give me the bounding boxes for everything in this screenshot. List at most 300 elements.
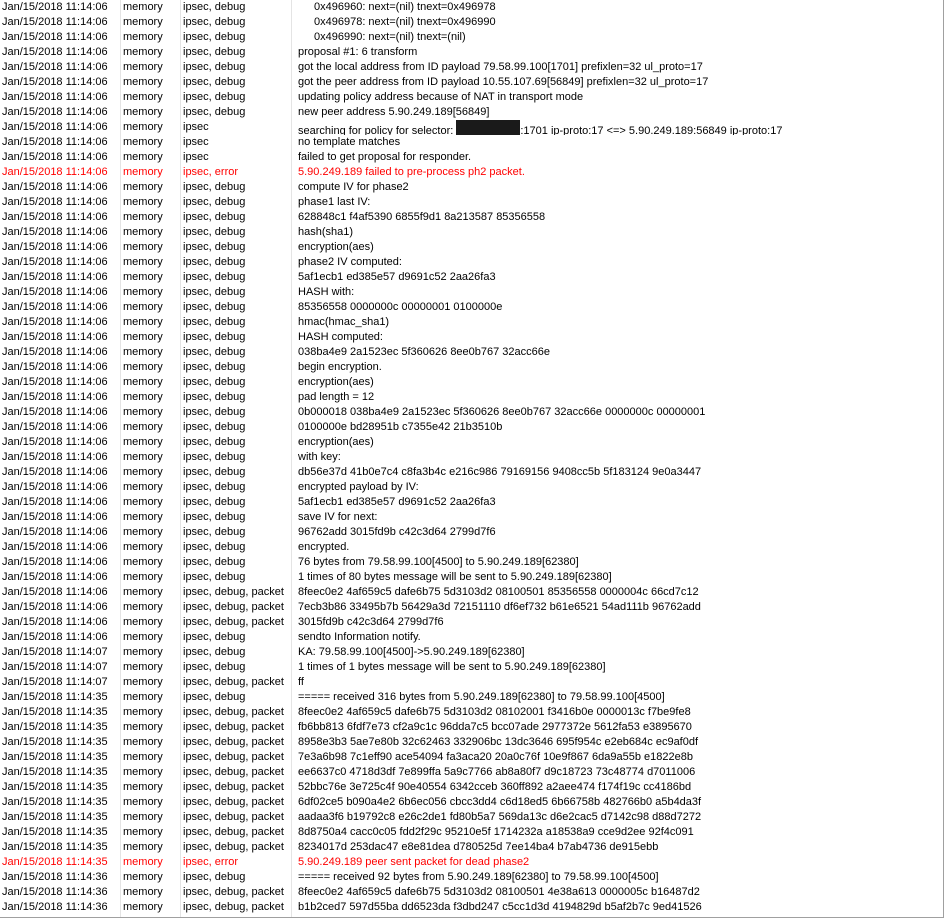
- log-topics: ipsec, error: [183, 856, 239, 868]
- log-topics: ipsec: [183, 121, 209, 133]
- log-row[interactable]: [0, 675, 943, 690]
- log-topics: ipsec, debug: [183, 451, 246, 463]
- log-buffer: memory: [123, 121, 163, 133]
- log-message: 0100000e bd28951b c7355e42 21b3510b: [298, 421, 503, 433]
- log-topics: ipsec, debug, packet: [183, 721, 284, 733]
- log-row[interactable]: [0, 630, 943, 645]
- log-time: Jan/15/2018 11:14:35: [2, 796, 108, 808]
- log-buffer: memory: [123, 811, 163, 823]
- log-message: b1b2ced7 597d55ba dd6523da f3dbd247 c5cc1d3d 4194829d b5af2b7c 9ed41526: [298, 901, 702, 913]
- log-row[interactable]: [0, 435, 943, 450]
- log-buffer: memory: [123, 541, 163, 553]
- log-time: Jan/15/2018 11:14:06: [2, 136, 108, 148]
- log-message: 8feec0e2 4af659c5 dafe6b75 5d3103d2 08102001 f3416b0e 0000013c f7be9fe8: [298, 706, 691, 718]
- log-buffer: memory: [123, 136, 163, 148]
- log-row[interactable]: [0, 255, 943, 270]
- log-buffer: memory: [123, 781, 163, 793]
- log-buffer: memory: [123, 76, 163, 88]
- log-topics: ipsec, debug, packet: [183, 616, 284, 628]
- log-topics: ipsec, debug: [183, 496, 246, 508]
- log-topics: ipsec, debug: [183, 421, 246, 433]
- log-topics: ipsec, debug, packet: [183, 781, 284, 793]
- log-buffer: memory: [123, 181, 163, 193]
- log-message: 96762add 3015fd9b c42c3d64 2799d7f6: [298, 526, 496, 538]
- log-row[interactable]: [0, 390, 943, 405]
- log-topics: ipsec, debug, packet: [183, 796, 284, 808]
- log-topics: ipsec, debug: [183, 691, 246, 703]
- log-message: 8234017d 253dac47 e8e81dea d780525d 7ee14ba4 b7ab4736 de915ebb: [298, 841, 659, 853]
- log-topics: ipsec, debug: [183, 541, 246, 553]
- log-row[interactable]: [0, 195, 943, 210]
- log-row[interactable]: [0, 90, 943, 105]
- log-message: 5.90.249.189 peer sent packet for dead phase2: [298, 856, 530, 868]
- log-row[interactable]: [0, 765, 943, 780]
- log-time: Jan/15/2018 11:14:06: [2, 586, 108, 598]
- log-buffer: memory: [123, 661, 163, 673]
- log-message: 85356558 0000000c 00000001 0100000e: [298, 301, 503, 313]
- log-row[interactable]: [0, 810, 943, 825]
- log-row[interactable]: [0, 345, 943, 360]
- log-buffer: memory: [123, 886, 163, 898]
- log-message: encryption(aes): [298, 241, 374, 253]
- log-time: Jan/15/2018 11:14:06: [2, 61, 108, 73]
- log-time: Jan/15/2018 11:14:06: [2, 601, 108, 613]
- log-topics: ipsec, debug: [183, 316, 246, 328]
- log-buffer: memory: [123, 736, 163, 748]
- log-row[interactable]: [0, 495, 943, 510]
- log-row[interactable]: [0, 885, 943, 900]
- log-row[interactable]: [0, 480, 943, 495]
- log-row[interactable]: [0, 375, 943, 390]
- log-buffer: memory: [123, 211, 163, 223]
- log-message: 8feec0e2 4af659c5 dafe6b75 5d3103d2 08100501 85356558 0000004c 66cd7c12: [298, 586, 699, 598]
- log-topics: ipsec, debug: [183, 301, 246, 313]
- log-row-error[interactable]: [0, 165, 943, 180]
- log-row[interactable]: [0, 300, 943, 315]
- log-message: 3015fd9b c42c3d64 2799d7f6: [298, 616, 444, 628]
- log-row[interactable]: [0, 420, 943, 435]
- log-row[interactable]: [0, 15, 943, 30]
- log-time: Jan/15/2018 11:14:06: [2, 496, 108, 508]
- log-buffer: memory: [123, 391, 163, 403]
- log-message: hash(sha1): [298, 226, 354, 238]
- log-time: Jan/15/2018 11:14:35: [2, 721, 108, 733]
- log-topics: ipsec, debug: [183, 526, 246, 538]
- log-topics: ipsec, debug: [183, 46, 246, 58]
- log-row[interactable]: [0, 150, 943, 165]
- log-time: Jan/15/2018 11:14:06: [2, 406, 108, 418]
- log-row[interactable]: [0, 240, 943, 255]
- log-message: HASH computed:: [298, 331, 383, 343]
- log-topics: ipsec, debug: [183, 226, 246, 238]
- log-buffer: memory: [123, 421, 163, 433]
- log-row[interactable]: [0, 645, 943, 660]
- log-row[interactable]: [0, 660, 943, 675]
- log-topics: ipsec, debug: [183, 481, 246, 493]
- log-buffer: memory: [123, 1, 163, 13]
- log-time: Jan/15/2018 11:14:07: [2, 646, 108, 658]
- log-message: 8feec0e2 4af659c5 dafe6b75 5d3103d2 08100501 4e38a613 0000005c b16487d2: [298, 886, 700, 898]
- log-row[interactable]: [0, 225, 943, 240]
- log-buffer: memory: [123, 871, 163, 883]
- log-message: encryption(aes): [298, 436, 374, 448]
- log-buffer: memory: [123, 481, 163, 493]
- log-buffer: memory: [123, 61, 163, 73]
- log-topics: ipsec, debug, packet: [183, 601, 284, 613]
- log-time: Jan/15/2018 11:14:06: [2, 436, 108, 448]
- log-topics: ipsec, debug, packet: [183, 706, 284, 718]
- log-time: Jan/15/2018 11:14:35: [2, 781, 108, 793]
- log-buffer: memory: [123, 676, 163, 688]
- log-row[interactable]: [0, 735, 943, 750]
- log-buffer: memory: [123, 376, 163, 388]
- log-topics: ipsec, debug: [183, 376, 246, 388]
- log-buffer: memory: [123, 571, 163, 583]
- log-buffer: memory: [123, 91, 163, 103]
- log-topics: ipsec, debug: [183, 556, 246, 568]
- log-buffer: memory: [123, 151, 163, 163]
- log-message: 038ba4e9 2a1523ec 5f360626 8ee0b767 32acc66e: [298, 346, 551, 358]
- log-topics: ipsec, debug: [183, 511, 246, 523]
- log-row[interactable]: [0, 360, 943, 375]
- log-message: 76 bytes from 79.58.99.100[4500] to 5.90.249.189[62380]: [298, 556, 579, 568]
- log-buffer: memory: [123, 256, 163, 268]
- log-buffer: memory: [123, 496, 163, 508]
- log-row[interactable]: [0, 30, 943, 45]
- log-row[interactable]: [0, 540, 943, 555]
- log-topics: ipsec, debug: [183, 61, 246, 73]
- log-message: [298, 120, 938, 135]
- log-row[interactable]: [0, 600, 943, 615]
- log-topics: ipsec, debug: [183, 331, 246, 343]
- log-topics: ipsec, debug, packet: [183, 826, 284, 838]
- log-buffer: memory: [123, 826, 163, 838]
- log-time: Jan/15/2018 11:14:36: [2, 886, 108, 898]
- log-row[interactable]: [0, 450, 943, 465]
- log-topics: ipsec, debug: [183, 1, 246, 13]
- log-row[interactable]: [0, 120, 943, 135]
- log-time: Jan/15/2018 11:14:06: [2, 526, 108, 538]
- log-buffer: memory: [123, 646, 163, 658]
- log-buffer: memory: [123, 46, 163, 58]
- log-row[interactable]: [0, 825, 943, 840]
- log-topics: ipsec: [183, 151, 209, 163]
- log-buffer: memory: [123, 286, 163, 298]
- log-message: sendto Information notify.: [298, 631, 421, 643]
- log-message: 1 times of 80 bytes message will be sent to 5.90.249.189[62380]: [298, 571, 612, 583]
- log-row[interactable]: [0, 330, 943, 345]
- log-time: Jan/15/2018 11:14:06: [2, 391, 108, 403]
- log-time: Jan/15/2018 11:14:06: [2, 271, 108, 283]
- log-message: 52bbc76e 3e725c4f 90e40554 6342cceb 360ff892 a2aee474 f174f19c cc4186bd: [298, 781, 692, 793]
- log-message: with key:: [298, 451, 341, 463]
- log-buffer: memory: [123, 526, 163, 538]
- log-buffer: memory: [123, 451, 163, 463]
- log-time: Jan/15/2018 11:14:36: [2, 901, 108, 913]
- log-message: 628848c1 f4af5390 6855f9d1 8a213587 85356558: [298, 211, 546, 223]
- log-buffer: memory: [123, 166, 163, 178]
- log-topics: ipsec, error: [183, 166, 239, 178]
- log-time: Jan/15/2018 11:14:06: [2, 76, 108, 88]
- log-row[interactable]: [0, 750, 943, 765]
- log-time: Jan/15/2018 11:14:06: [2, 541, 108, 553]
- log-topics: ipsec, debug, packet: [183, 766, 284, 778]
- log-message: pad length = 12: [298, 391, 375, 403]
- log-row[interactable]: [0, 780, 943, 795]
- log-message-text: searching for policy for selector:: [298, 125, 457, 135]
- log-topics: ipsec, debug: [183, 466, 246, 478]
- log-message: 6df02ce5 b090a4e2 6b6ec056 cbcc3dd4 c6d18ed5 6b66758b 482766b0 a5b4da3f: [298, 796, 702, 808]
- log-buffer: memory: [123, 706, 163, 718]
- log-topics: ipsec, debug: [183, 76, 246, 88]
- log-buffer: memory: [123, 721, 163, 733]
- log-message: phase2 IV computed:: [298, 256, 402, 268]
- log-row[interactable]: [0, 180, 943, 195]
- log-time: Jan/15/2018 11:14:06: [2, 166, 108, 178]
- log-topics: ipsec, debug: [183, 346, 246, 358]
- log-buffer: memory: [123, 901, 163, 913]
- log-buffer: memory: [123, 271, 163, 283]
- log-buffer: memory: [123, 616, 163, 628]
- log-topics: ipsec, debug: [183, 646, 246, 658]
- log-time: Jan/15/2018 11:14:06: [2, 466, 108, 478]
- log-topics: ipsec: [183, 136, 209, 148]
- log-row[interactable]: [0, 870, 943, 885]
- log-time: Jan/15/2018 11:14:35: [2, 736, 108, 748]
- log-buffer: memory: [123, 241, 163, 253]
- log-time: Jan/15/2018 11:14:35: [2, 826, 108, 838]
- log-message: begin encryption.: [298, 361, 382, 373]
- log-topics: ipsec, debug: [183, 871, 246, 883]
- log-topics: ipsec, debug: [183, 631, 246, 643]
- log-time: Jan/15/2018 11:14:06: [2, 301, 108, 313]
- log-message: 1 times of 1 bytes message will be sent to 5.90.249.189[62380]: [298, 661, 606, 673]
- log-message: 7e3a6b98 7c1eff90 ace54094 fa3aca20 20a0c76f 10e9f867 6da9a55b e1822e8b: [298, 751, 693, 763]
- log-row[interactable]: [0, 840, 943, 855]
- log-buffer: memory: [123, 226, 163, 238]
- log-buffer: memory: [123, 406, 163, 418]
- log-time: Jan/15/2018 11:14:06: [2, 571, 108, 583]
- log-topics: ipsec, debug: [183, 391, 246, 403]
- log-buffer: memory: [123, 436, 163, 448]
- log-time: Jan/15/2018 11:14:06: [2, 196, 108, 208]
- log-message: proposal #1: 6 transform: [298, 46, 418, 58]
- log-buffer: memory: [123, 466, 163, 478]
- log-topics: ipsec, debug: [183, 16, 246, 28]
- log-time: Jan/15/2018 11:14:06: [2, 121, 108, 133]
- log-topics: ipsec, debug, packet: [183, 886, 284, 898]
- log-buffer: memory: [123, 106, 163, 118]
- log-buffer: memory: [123, 301, 163, 313]
- log-row[interactable]: [0, 585, 943, 600]
- log-time: Jan/15/2018 11:14:06: [2, 16, 108, 28]
- log-topics: ipsec, debug: [183, 181, 246, 193]
- log-message: 0b000018 038ba4e9 2a1523ec 5f360626 8ee0b767 32acc66e 0000000c 00000001: [298, 406, 706, 418]
- log-time: Jan/15/2018 11:14:06: [2, 316, 108, 328]
- log-buffer: memory: [123, 361, 163, 373]
- log-buffer: memory: [123, 601, 163, 613]
- log-message-text: :1701 ip-proto:17 <=> 5.90.249.189:56849 ip-proto:17: [520, 125, 783, 135]
- log-message: 7ecb3b86 33495b7b 56429a3d 72151110 df6ef732 b61e6521 54ad111b 96762add: [298, 601, 701, 613]
- log-message: ff: [298, 676, 304, 688]
- log-message: aadaa3f6 b19792c8 e26c2de1 fd80b5a7 569da13c d6e2cac5 d7142c98 d88d7272: [298, 811, 702, 823]
- log-buffer: memory: [123, 796, 163, 808]
- log-time: Jan/15/2018 11:14:06: [2, 241, 108, 253]
- log-topics: ipsec, debug: [183, 196, 246, 208]
- log-row[interactable]: [0, 615, 943, 630]
- log-time: Jan/15/2018 11:14:06: [2, 106, 108, 118]
- log-time: Jan/15/2018 11:14:06: [2, 361, 108, 373]
- log-time: Jan/15/2018 11:14:35: [2, 766, 108, 778]
- log-message: 0x496990: next=(nil) tnext=(nil): [314, 31, 466, 43]
- log-row[interactable]: [0, 705, 943, 720]
- log-time: Jan/15/2018 11:14:06: [2, 376, 108, 388]
- log-time: Jan/15/2018 11:14:06: [2, 346, 108, 358]
- log-row[interactable]: [0, 690, 943, 705]
- log-topics: ipsec, debug: [183, 241, 246, 253]
- log-message: ===== received 316 bytes from 5.90.249.189[62380] to 79.58.99.100[4500]: [298, 691, 665, 703]
- log-message: 5af1ecb1 ed385e57 d9691c52 2aa26fa3: [298, 496, 496, 508]
- log-time: Jan/15/2018 11:14:06: [2, 451, 108, 463]
- log-row[interactable]: [0, 720, 943, 735]
- log-message: db56e37d 41b0e7c4 c8fa3b4c e216c986 79169156 9408cc5b 5f183124 9e0a3447: [298, 466, 702, 478]
- log-row[interactable]: [0, 270, 943, 285]
- log-message: 0x496960: next=(nil) tnext=0x496978: [314, 1, 496, 13]
- log-topics: ipsec, debug: [183, 661, 246, 673]
- log-row[interactable]: [0, 900, 943, 915]
- log-time: Jan/15/2018 11:14:06: [2, 331, 108, 343]
- log-time: Jan/15/2018 11:14:06: [2, 91, 108, 103]
- log-message: HASH with:: [298, 286, 355, 298]
- log-message: 5af1ecb1 ed385e57 d9691c52 2aa26fa3: [298, 271, 496, 283]
- log-buffer: memory: [123, 196, 163, 208]
- log-message: 5.90.249.189 failed to pre-process ph2 packet.: [298, 166, 525, 178]
- log-row[interactable]: [0, 135, 943, 150]
- log-topics: ipsec, debug: [183, 271, 246, 283]
- redaction-box: [456, 120, 520, 135]
- log-time: Jan/15/2018 11:14:06: [2, 256, 108, 268]
- log-time: Jan/15/2018 11:14:06: [2, 556, 108, 568]
- log-message: compute IV for phase2: [298, 181, 409, 193]
- log-buffer: memory: [123, 511, 163, 523]
- log-row[interactable]: [0, 510, 943, 525]
- log-time: Jan/15/2018 11:14:06: [2, 226, 108, 238]
- log-topics: ipsec, debug: [183, 361, 246, 373]
- log-topics: ipsec, debug, packet: [183, 841, 284, 853]
- log-buffer: memory: [123, 556, 163, 568]
- log-buffer: memory: [123, 766, 163, 778]
- log-message: encrypted.: [298, 541, 350, 553]
- log-row[interactable]: [0, 45, 943, 60]
- log-row[interactable]: [0, 105, 943, 120]
- log-time: Jan/15/2018 11:14:07: [2, 676, 108, 688]
- log-topics: ipsec, debug: [183, 256, 246, 268]
- log-topics: ipsec, debug, packet: [183, 736, 284, 748]
- log-time: Jan/15/2018 11:14:35: [2, 811, 108, 823]
- log-message: failed to get proposal for responder.: [298, 151, 472, 163]
- log-row[interactable]: [0, 795, 943, 810]
- log-topics: ipsec, debug, packet: [183, 901, 284, 913]
- log-topics: ipsec, debug, packet: [183, 811, 284, 823]
- log-time: Jan/15/2018 11:14:06: [2, 211, 108, 223]
- log-message: got the local address from ID payload 79.58.99.100[1701] prefixlen=32 ul_proto=17: [298, 61, 703, 73]
- log-row[interactable]: [0, 315, 943, 330]
- log-row[interactable]: [0, 465, 943, 480]
- log-time: Jan/15/2018 11:14:06: [2, 481, 108, 493]
- log-message: no template matches: [298, 136, 401, 148]
- log-message: hmac(hmac_sha1): [298, 316, 390, 328]
- log-buffer: memory: [123, 16, 163, 28]
- log-time: Jan/15/2018 11:14:35: [2, 841, 108, 853]
- log-row[interactable]: [0, 405, 943, 420]
- log-message: save IV for next:: [298, 511, 378, 523]
- log-time: Jan/15/2018 11:14:06: [2, 616, 108, 628]
- log-buffer: memory: [123, 691, 163, 703]
- log-topics: ipsec, debug: [183, 211, 246, 223]
- log-message: new peer address 5.90.249.189[56849]: [298, 106, 490, 118]
- log-row[interactable]: [0, 285, 943, 300]
- log-message: updating policy address because of NAT in transport mode: [298, 91, 584, 103]
- log-time: Jan/15/2018 11:14:36: [2, 871, 108, 883]
- log-row-error[interactable]: [0, 855, 943, 870]
- log-message: phase1 last IV:: [298, 196, 371, 208]
- log-topics: ipsec, debug, packet: [183, 676, 284, 688]
- log-time: Jan/15/2018 11:14:35: [2, 706, 108, 718]
- log-topics: ipsec, debug: [183, 286, 246, 298]
- log-message: ee6637c0 4718d3df 7e899ffa 5a9c7766 ab8a80f7 d9c18723 73c48774 d7011006: [298, 766, 696, 778]
- log-time: Jan/15/2018 11:14:06: [2, 46, 108, 58]
- log-message: 8958e3b3 5ae7e80b 32c62463 332906bc 13dc3646 695f954c e2eb684c ec9af0df: [298, 736, 699, 748]
- log-topics: ipsec, debug: [183, 106, 246, 118]
- log-buffer: memory: [123, 631, 163, 643]
- log-time: Jan/15/2018 11:14:06: [2, 631, 108, 643]
- log-row[interactable]: [0, 555, 943, 570]
- log-topics: ipsec, debug, packet: [183, 586, 284, 598]
- log-topics: ipsec, debug: [183, 91, 246, 103]
- log-row[interactable]: [0, 60, 943, 75]
- log-message: KA: 79.58.99.100[4500]->5.90.249.189[62380]: [298, 646, 525, 658]
- log-buffer: memory: [123, 856, 163, 868]
- log-time: Jan/15/2018 11:14:06: [2, 1, 108, 13]
- log-message: 0x496978: next=(nil) tnext=0x496990: [314, 16, 496, 28]
- log-time: Jan/15/2018 11:14:06: [2, 31, 108, 43]
- log-time: Jan/15/2018 11:14:06: [2, 151, 108, 163]
- log-row[interactable]: [0, 75, 943, 90]
- log-message: 8d8750a4 cacc0c05 fdd2f29c 95210e5f 1714232a a18538a9 cce9d2ee 92f4c091: [298, 826, 694, 838]
- log-buffer: memory: [123, 31, 163, 43]
- log-topics: ipsec, debug: [183, 31, 246, 43]
- log-row[interactable]: [0, 570, 943, 585]
- log-buffer: memory: [123, 751, 163, 763]
- log-message: encrypted payload by IV:: [298, 481, 419, 493]
- log-time: Jan/15/2018 11:14:06: [2, 511, 108, 523]
- log-topics: ipsec, debug, packet: [183, 751, 284, 763]
- log-row[interactable]: [0, 525, 943, 540]
- log-time: Jan/15/2018 11:14:06: [2, 421, 108, 433]
- log-message: fb6bb813 6fdf7e73 cf2a9c1c 96dda7c5 bcc07ade 2977372e 5612fa53 e3895670: [298, 721, 692, 733]
- log-row[interactable]: [0, 0, 943, 15]
- log-message: ===== received 92 bytes from 5.90.249.189[62380] to 79.58.99.100[4500]: [298, 871, 659, 883]
- log-topics: ipsec, debug: [183, 406, 246, 418]
- log-time: Jan/15/2018 11:14:35: [2, 856, 108, 868]
- log-row[interactable]: [0, 210, 943, 225]
- log-time: Jan/15/2018 11:14:35: [2, 751, 108, 763]
- log-topics: ipsec, debug: [183, 571, 246, 583]
- log-buffer: memory: [123, 586, 163, 598]
- log-buffer: memory: [123, 331, 163, 343]
- log-message: encryption(aes): [298, 376, 374, 388]
- log-time: Jan/15/2018 11:14:06: [2, 181, 108, 193]
